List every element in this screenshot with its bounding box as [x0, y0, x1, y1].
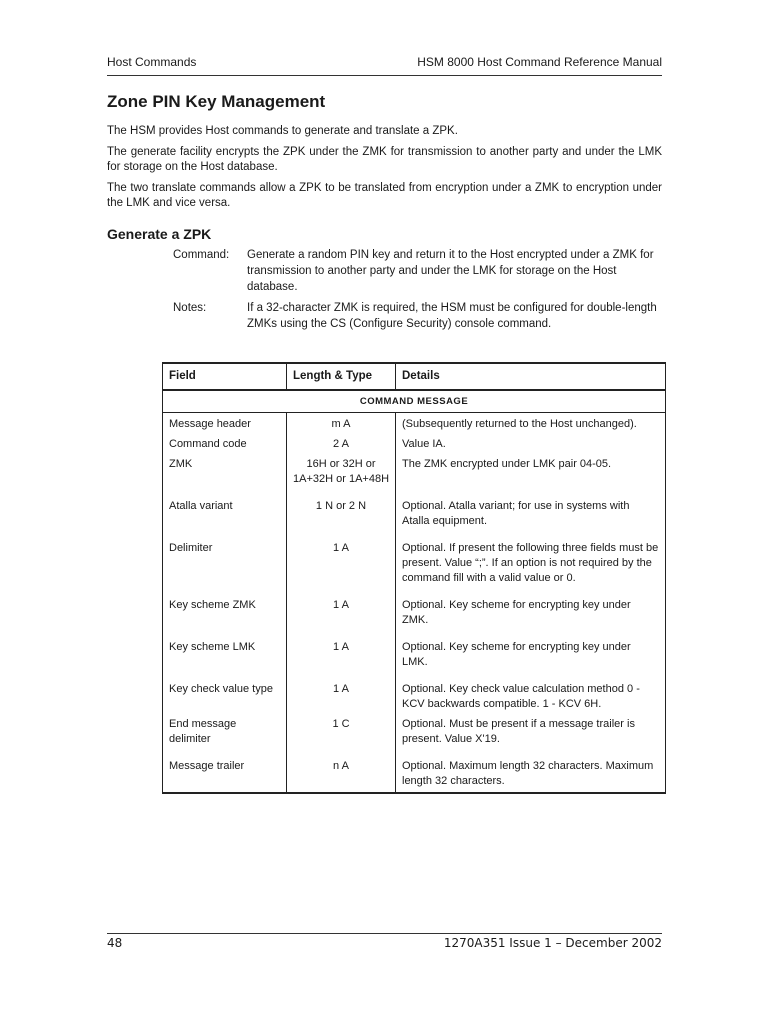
- command-message-label: COMMAND MESSAGE: [163, 390, 666, 413]
- command-message-table: [162, 362, 666, 794]
- details-cell: Optional. Key check value calculation method 0 - KCV backwards compatible. 1 - KCV 6H.: [396, 680, 666, 715]
- table-row: [163, 435, 666, 455]
- command-text: Generate a random PIN key and return it to the Host encrypted under a ZMK for transmission to another party and under the LMK for storage on the Host database.: [247, 249, 654, 293]
- footer-rule: [107, 933, 662, 934]
- length-cell: m A: [287, 413, 396, 436]
- field-cell: Message trailer: [163, 757, 287, 793]
- column-header-field: Field: [163, 363, 287, 390]
- table-row: [163, 757, 666, 793]
- running-header: [107, 55, 662, 69]
- table-row: [163, 539, 666, 596]
- details-cell: Optional. Key scheme for encrypting key under ZMK.: [396, 596, 666, 638]
- table-header-row: [163, 363, 666, 390]
- length-cell: 16H or 32H or 1A+32H or 1A+48H: [287, 455, 396, 497]
- command-label: Command:: [173, 249, 230, 261]
- notes-description: [173, 300, 663, 332]
- field-cell: End message delimiter: [163, 715, 287, 757]
- intro-paragraph-1: The HSM provides Host commands to generate and translate a ZPK.: [107, 125, 458, 137]
- document-id: 1270A351 Issue 1 – December 2002: [443, 936, 662, 950]
- length-cell: 1 N or 2 N: [287, 497, 396, 539]
- notes-label: Notes:: [173, 302, 207, 314]
- notes-text: If a 32-character ZMK is required, the HSM must be configured for double-length ZMKs using the CS (Configure Security) console command.: [247, 302, 657, 330]
- page-number: 48: [107, 936, 123, 950]
- length-cell: n A: [287, 757, 396, 793]
- field-cell: ZMK: [163, 455, 287, 497]
- details-cell: The ZMK encrypted under LMK pair 04-05.: [396, 455, 666, 497]
- column-header-details: Details: [396, 363, 666, 390]
- table-row: [163, 715, 666, 757]
- field-cell: Delimiter: [163, 539, 287, 596]
- details-cell: Optional. Must be present if a message trailer is present. Value X'19.: [396, 715, 666, 757]
- section-title: Zone PIN Key Management: [107, 92, 326, 111]
- intro-paragraph-3: The two translate commands allow a ZPK to be translated from encryption under a ZMK to encryption under the LMK and vice versa.: [107, 182, 662, 209]
- table-row: [163, 497, 666, 539]
- details-cell: Optional. Atalla variant; for use in systems with Atalla equipment.: [396, 497, 666, 539]
- subsection-title: Generate a ZPK: [107, 226, 212, 242]
- header-rule: [107, 75, 662, 76]
- field-cell: Command code: [163, 435, 287, 455]
- intro-paragraph-2: The generate facility encrypts the ZPK under the ZMK for transmission to another party and under the LMK for storage on the Host database.: [107, 146, 662, 173]
- header-section-name: Host Commands: [107, 55, 197, 69]
- details-cell: Value IA.: [396, 435, 666, 455]
- field-cell: Key scheme ZMK: [163, 596, 287, 638]
- header-manual-title: HSM 8000 Host Command Reference Manual: [417, 55, 662, 69]
- section-row: [163, 390, 666, 413]
- length-cell: 1 A: [287, 539, 396, 596]
- length-cell: 1 A: [287, 680, 396, 715]
- details-cell: Optional. Key scheme for encrypting key under LMK.: [396, 638, 666, 680]
- length-cell: 1 A: [287, 596, 396, 638]
- command-description: [173, 247, 663, 295]
- table-row: [163, 680, 666, 715]
- column-header-length-type: Length & Type: [287, 363, 396, 390]
- table-row: [163, 596, 666, 638]
- length-cell: 2 A: [287, 435, 396, 455]
- table-row: [163, 455, 666, 497]
- details-cell: Optional. If present the following three fields must be present. Value “;”. If an option is not required by the command fill with a valid value or 0.: [396, 539, 666, 596]
- table-row: [163, 638, 666, 680]
- table-row: [163, 413, 666, 436]
- field-cell: Atalla variant: [163, 497, 287, 539]
- length-cell: 1 A: [287, 638, 396, 680]
- length-cell: 1 C: [287, 715, 396, 757]
- field-cell: Message header: [163, 413, 287, 436]
- field-cell: Key scheme LMK: [163, 638, 287, 680]
- details-cell: (Subsequently returned to the Host unchanged).: [396, 413, 666, 436]
- running-footer: [107, 936, 662, 950]
- field-cell: Key check value type: [163, 680, 287, 715]
- details-cell: Optional. Maximum length 32 characters. Maximum length 32 characters.: [396, 757, 666, 793]
